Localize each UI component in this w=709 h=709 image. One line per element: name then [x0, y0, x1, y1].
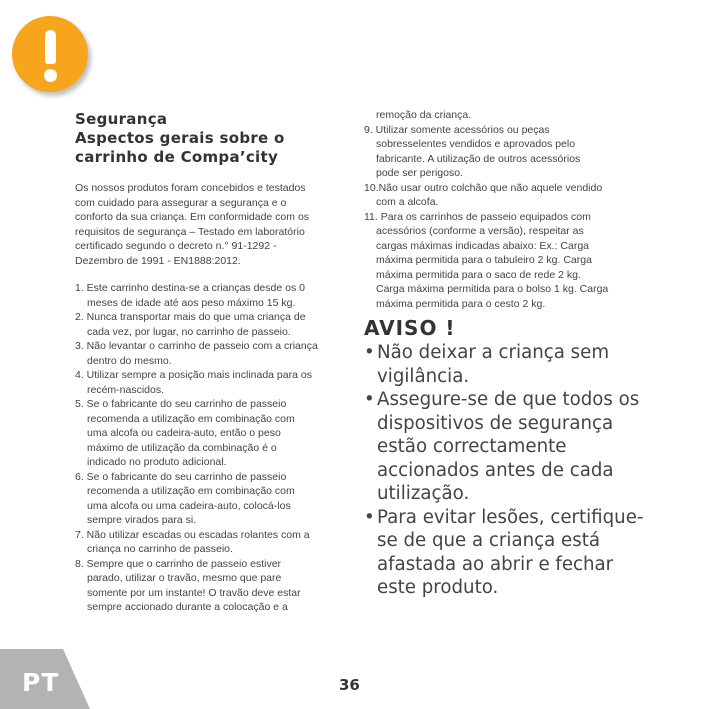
- rule-line: máxima permitida para o cesto 2 kg.: [376, 297, 546, 310]
- rule-line: 7. Não utilizar escadas ou escadas rolantes com a: [75, 528, 310, 541]
- rule-line: sobresselentes vendidos e aprovados pelo: [376, 138, 576, 150]
- bullet: •: [364, 506, 375, 528]
- rule-line: 8. Sempre que o carrinho de passeio estiver: [75, 557, 282, 570]
- rule-item: [364, 181, 654, 210]
- rule-line: 6. Se o fabricante do seu carrinho de passeio: [75, 470, 287, 483]
- rule-line: sempre virados para si.: [87, 514, 197, 526]
- warning-line: se de que a criança está: [377, 530, 601, 551]
- rule-line: somente por um instante! O travão deve estar: [87, 586, 301, 599]
- rule-line: máxima permitida para o saco de rede 2 kg.: [376, 268, 581, 281]
- rule-line: criança no carrinho de passeio.: [87, 543, 233, 555]
- rule-item: [75, 281, 347, 310]
- warning-line: Não deixar a criança sem: [377, 342, 610, 363]
- warning-item: [364, 506, 654, 600]
- rule-item: [364, 108, 654, 123]
- intro-line: conforto da sua criança. Em conformidade com os: [75, 211, 310, 223]
- aviso-heading: AVISO !: [364, 316, 456, 340]
- page-number: 36: [339, 676, 360, 694]
- rule-line: máxima permitida para o tabuleiro 2 kg. Carga: [376, 254, 592, 266]
- intro-line: certificado segundo o decreto n.° 91-1292 -: [75, 240, 277, 252]
- rule-line: 1. Este carrinho destina-se a crianças desde os 0: [75, 282, 305, 294]
- rule-line: cada vez, por lugar, no carrinho de passeio.: [87, 325, 291, 338]
- right-column: [364, 108, 654, 600]
- rule-line: fabricante. A utilização de outros acessórios: [376, 152, 581, 165]
- rule-item: [75, 339, 347, 368]
- warning-line: dispositivos de segurança: [377, 412, 614, 434]
- warning-line: Assegure-se de que todos os: [377, 389, 640, 410]
- rule-item: [364, 123, 654, 181]
- rule-item: [75, 310, 347, 339]
- warning-item: [364, 388, 654, 506]
- rule-line: com a alcofa.: [376, 196, 439, 208]
- rule-line: meses de idade até aos peso máximo 15 kg.: [87, 296, 296, 309]
- rule-line: indicado no produto adicional.: [87, 456, 227, 468]
- left-column: [75, 110, 347, 615]
- exclamation-dot: [44, 69, 57, 82]
- rule-item: [75, 397, 347, 470]
- rule-line: 2. Nunca transportar mais do que uma criança de: [75, 311, 306, 323]
- rule-line: parado, utilizar o travão, mesmo que pare: [87, 572, 282, 584]
- warning-line: este produto.: [377, 577, 499, 598]
- rule-item: [364, 210, 654, 312]
- warning-line: vigilância.: [377, 365, 470, 387]
- warning-list: [364, 341, 654, 600]
- safety-rules-list: [75, 281, 347, 615]
- warning-line: estão correctamente: [377, 436, 567, 457]
- rule-line: dentro do mesmo.: [87, 354, 172, 367]
- rule-item: [75, 557, 347, 615]
- rule-line: máximo de utilização da combinação é o: [87, 441, 277, 454]
- intro-paragraph: [75, 181, 347, 268]
- bullet: •: [364, 342, 375, 363]
- section-title-line: Aspectos gerais sobre o: [75, 129, 285, 147]
- language-label: PT: [22, 668, 60, 697]
- warning-line: afastada ao abrir e fechar: [377, 553, 614, 575]
- section-title: [75, 110, 347, 167]
- warning-line: Para evitar lesões, certifique-: [377, 506, 644, 528]
- rule-item: [75, 368, 347, 397]
- rule-line: recomenda a utilização em combinação com: [87, 412, 295, 425]
- section-title-line: carrinho de Compa’city: [75, 148, 279, 166]
- rule-line: cargas máximas indicadas abaixo: Ex.: Carga: [376, 239, 590, 252]
- rule-item: [75, 528, 347, 557]
- rule-line: Carga máxima permitida para o bolso 1 kg. Carga: [376, 283, 609, 295]
- rule-line: pode ser perigoso.: [376, 167, 463, 179]
- rule-line: sempre accionado durante a colocação e a: [87, 601, 288, 613]
- section-title-line: Segurança: [75, 110, 168, 128]
- safety-rules-list-continued: [364, 108, 654, 311]
- rule-line: 3. Não levantar o carrinho de passeio com a criança: [75, 340, 318, 352]
- intro-line: requisitos de segurança – Testado em laboratório: [75, 225, 305, 238]
- exclamation-warning-icon: [12, 16, 88, 92]
- rule-line: uma alcofa ou cadeira-auto, então o peso: [87, 427, 281, 439]
- intro-line: com cuidado para assegurar a segurança e o: [75, 196, 287, 209]
- intro-line: Dezembro de 1991 - EN1888:2012.: [75, 254, 241, 267]
- intro-line: Os nossos produtos foram concebidos e testados: [75, 182, 306, 194]
- rule-line: recomenda a utilização em combinação com: [87, 485, 295, 497]
- rule-line: remoção da criança.: [376, 109, 472, 121]
- rule-line: 9. Utilizar somente acessórios ou peças: [364, 123, 550, 136]
- warning-line: utilização.: [377, 483, 470, 504]
- bullet: •: [364, 389, 375, 410]
- warning-line: accionados antes de cada: [377, 459, 614, 481]
- rule-line: recém-nascidos.: [87, 383, 165, 396]
- rule-line: 4. Utilizar sempre a posição mais inclinada para os: [75, 369, 312, 381]
- rule-item: [75, 470, 347, 528]
- rule-line: acessórios (conforme a versão), respeitar as: [376, 225, 584, 237]
- rule-line: 5. Se o fabricante do seu carrinho de passeio: [75, 398, 287, 410]
- rule-line: uma alcofa ou uma cadeira-auto, colocá-los: [87, 499, 291, 512]
- exclamation-bar: [45, 30, 56, 64]
- rule-line: 11. Para os carrinhos de passeio equipados com: [364, 210, 591, 223]
- rule-line: 10.Não usar outro colchão que não aquele vendido: [364, 181, 603, 194]
- warning-item: [364, 341, 654, 388]
